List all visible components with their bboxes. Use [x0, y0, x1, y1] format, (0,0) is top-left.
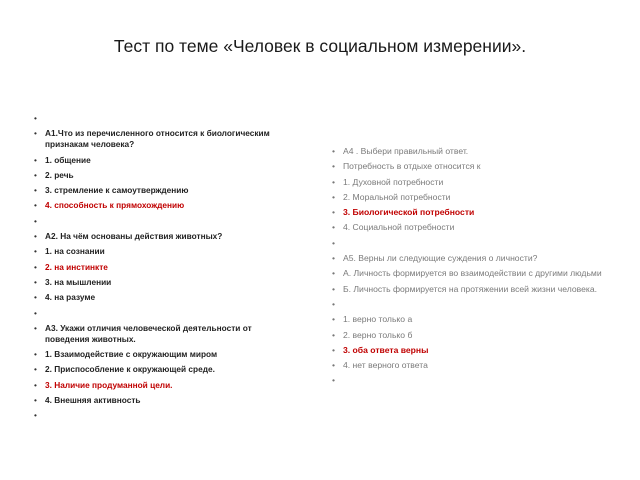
list-item: • А2. На чём основаны действия животных?: [34, 231, 284, 242]
list-item: • А4 . Выбери правильный ответ.: [332, 146, 622, 157]
correct-answer-item: • 2. на инстинкте: [34, 262, 284, 273]
correct-answer-item: • 4. способность к прямохождению: [34, 200, 284, 211]
list-item: • 1. общение: [34, 155, 284, 166]
list-item: • 1. на сознании: [34, 246, 284, 257]
list-item: • 3. на мышлении: [34, 277, 284, 288]
left-question-column: [34, 113, 284, 426]
list-item: • 4. на разуме: [34, 292, 284, 303]
empty-bullet: [34, 410, 284, 421]
list-item: • 4. Социальной потребности: [332, 222, 622, 233]
slide-title: Тест по теме «Человек в социальном измерении».: [113, 36, 527, 56]
list-item: • А5. Верны ли следующие суждения о личности?: [332, 253, 622, 264]
empty-bullet: [332, 375, 622, 386]
correct-answer-item: • 3. Наличие продуманной цели.: [34, 380, 284, 391]
list-item: • А1.Что из перечисленного относится к биологическим признакам человека?: [34, 128, 284, 150]
list-item: • 1. Духовной потребности: [332, 177, 622, 188]
list-item: • 4. нет верного ответа: [332, 360, 622, 371]
list-item: • 1. Взаимодействие с окружающим миром: [34, 349, 284, 360]
list-item: • Потребность в отдыхе относится к: [332, 161, 622, 172]
list-item: • 4. Внешняя активность: [34, 395, 284, 406]
empty-bullet: [34, 216, 284, 227]
list-item: • 2. Приспособление к окружающей среде.: [34, 364, 284, 375]
list-item: • А3. Укажи отличия человеческой деятельности от поведения животных.: [34, 323, 284, 345]
list-item: • 1. верно только а: [332, 314, 622, 325]
correct-answer-item: • 3. Биологической потребности: [332, 207, 622, 218]
empty-bullet: [34, 113, 284, 124]
empty-bullet: [332, 238, 622, 249]
list-item: • 2. верно только б: [332, 330, 622, 341]
list-item: • 2. Моральной потребности: [332, 192, 622, 203]
list-item: • А. Личность формируется во взаимодействии с другими людьми: [332, 268, 622, 279]
empty-bullet: [332, 299, 622, 310]
list-item: • 2. речь: [34, 170, 284, 181]
correct-answer-item: • 3. оба ответа верны: [332, 345, 622, 356]
right-question-column: [332, 146, 622, 391]
list-item: • 3. стремление к самоутверждению: [34, 185, 284, 196]
empty-bullet: [34, 308, 284, 319]
list-item: • Б. Личность формируется на протяжении всей жизни человека.: [332, 284, 622, 295]
